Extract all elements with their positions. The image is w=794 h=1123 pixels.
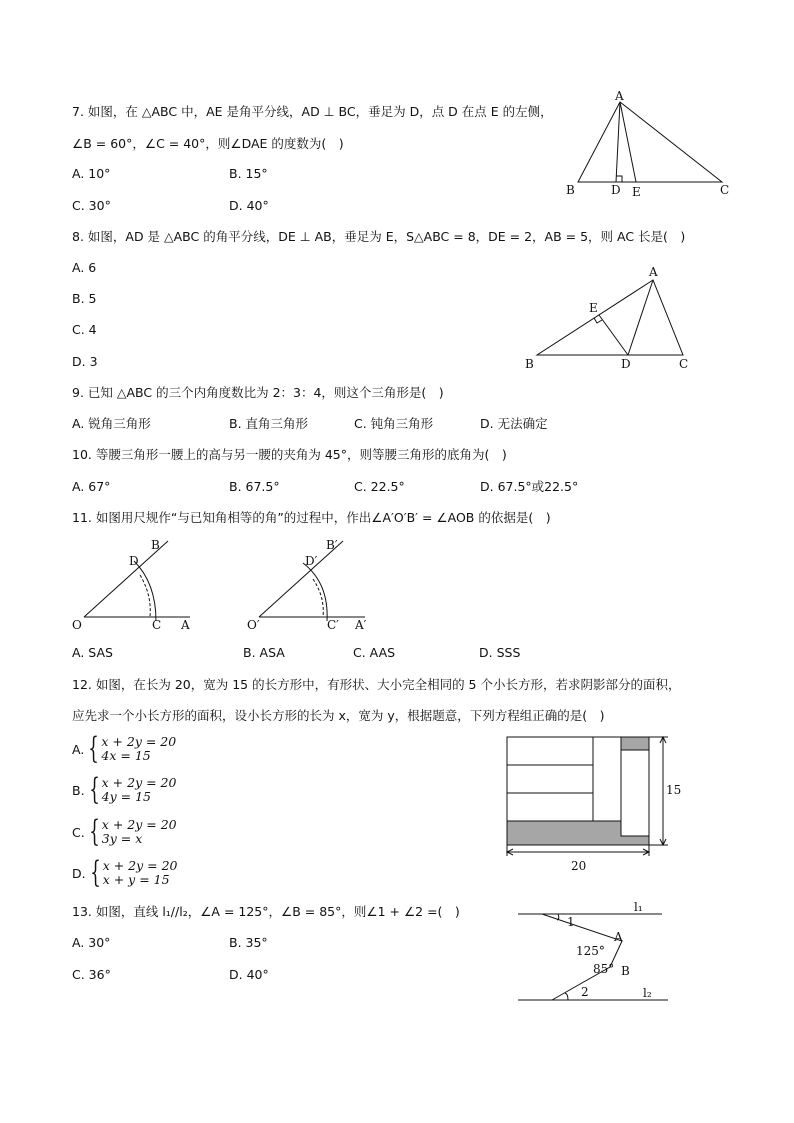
q8-label-c: C <box>679 357 689 371</box>
q8-label-d: D <box>621 357 631 371</box>
q10-stem: 10. 等腰三角形一腰上的高与另一腰的夹角为 45°，则等腰三角形的底角为( ) <box>72 447 507 462</box>
q7-option-d[interactable]: D. 40° <box>229 198 269 213</box>
q11-ray-o-b-prime <box>259 541 343 617</box>
q7-option-a[interactable]: A. 10° <box>72 166 111 181</box>
q7-stem-line2: ∠B = 60°，∠C = 40°，则∠DAE 的度数为( ) <box>72 136 344 151</box>
q13-label-angle1: 1 <box>567 915 575 929</box>
q12-option-a-eq1: x + 2y = 20 <box>101 734 177 749</box>
q13-option-a[interactable]: A. 30° <box>72 935 111 950</box>
q13-label-l1: l₁ <box>634 900 643 914</box>
q11-label-o: O <box>72 618 82 632</box>
q8-option-d[interactable]: D. 3 <box>72 354 98 369</box>
q12-brace-icon: { <box>88 814 100 849</box>
q12-option-c-eq2: 3y = x <box>101 831 143 846</box>
q13-option-c[interactable]: C. 36° <box>72 967 111 982</box>
q13-label-b: B <box>621 964 630 978</box>
q7-triangle-abc <box>578 102 722 182</box>
q11-label-c: C <box>152 618 162 632</box>
q11-angle-aob-figure <box>70 535 200 635</box>
q7-option-c[interactable]: C. 30° <box>72 198 111 213</box>
q12-option-d[interactable] <box>72 855 178 890</box>
q7-altitude-ad <box>616 102 620 182</box>
q13-label-angle2: 2 <box>581 985 589 999</box>
q12-shaded-top-right <box>621 737 649 750</box>
q13-label-angle-b: 85° <box>593 962 615 976</box>
q8-perpendicular-de <box>599 315 628 355</box>
q12-option-c-eq1: x + 2y = 20 <box>101 817 177 832</box>
q11-label-d: D <box>129 554 139 568</box>
q12-height-label: 15 <box>666 783 682 797</box>
q11-arc <box>134 561 156 621</box>
q9-option-c[interactable]: C. 钝角三角形 <box>354 416 434 431</box>
q12-rectangle-figure <box>500 730 700 876</box>
q7-label-c: C <box>720 183 730 197</box>
q12-brace-icon: { <box>89 855 101 890</box>
q7-stem-line1: 7. 如图，在 △ABC 中，AE 是角平分线，AD ⊥ BC，垂足为 D，点 D 在点 E 的左侧， <box>72 104 553 119</box>
q7-label-e: E <box>632 185 641 199</box>
q13-stem: 13. 如图，直线 l₁//l₂，∠A = 125°，∠B = 85°，则∠1 + ∠2 =( ) <box>72 904 460 919</box>
q12-option-b[interactable] <box>72 772 177 807</box>
q12-width-label: 20 <box>571 859 587 873</box>
q13-label-l2: l₂ <box>643 986 652 1000</box>
q13-label-angle-a: 125° <box>576 944 605 958</box>
q12-option-c-label: C. <box>72 824 85 840</box>
q13-option-b[interactable]: B. 35° <box>229 935 268 950</box>
q11-label-a: A <box>181 618 190 632</box>
q12-option-a[interactable] <box>72 731 177 766</box>
q12-stem-line1: 12. 如图，在长为 20，宽为 15 的长方形中，有形状、大小完全相同的 5 个小长方形，若求阴影部分的面积， <box>72 677 681 692</box>
q11-dashed-chord-prime <box>313 579 323 617</box>
q7-label-a: A <box>615 90 624 103</box>
q8-label-e: E <box>589 301 598 315</box>
q12-option-a-label: A. <box>72 741 85 757</box>
q12-brace-icon: { <box>88 731 100 766</box>
q12-option-d-eq1: x + 2y = 20 <box>102 858 178 873</box>
q11-label-o-prime: O′ <box>247 618 260 632</box>
q12-stem-line2: 应先求一个小长方形的面积，设小长方形的长为 x，宽为 y，根据题意，下列方程组正确的是( ) <box>72 708 605 723</box>
q11-option-c[interactable]: C. AAS <box>353 645 396 660</box>
q7-bisector-ae <box>620 102 636 182</box>
q8-triangle-figure <box>520 262 700 374</box>
q12-option-d-eq2: x + y = 15 <box>102 872 170 887</box>
q9-stem: 9. 已知 △ABC 的三个内角度数比为 2：3：4，则这个三角形是( ) <box>72 385 444 400</box>
q12-option-b-label: B. <box>72 782 85 798</box>
q8-option-a[interactable]: A. 6 <box>72 260 97 275</box>
q11-angle-a-o-b-prime-figure <box>245 535 380 635</box>
q11-label-a-prime: A′ <box>355 618 367 632</box>
q8-bisector-ad <box>628 280 653 355</box>
q11-label-c-prime: C′ <box>327 618 339 632</box>
q8-right-angle-mark <box>594 318 602 323</box>
q12-option-a-eq2: 4x = 15 <box>101 748 151 763</box>
q11-stem: 11. 如图用尺规作“与已知角相等的角”的过程中，作出∠A′O′B′ = ∠AOB 的依据是( ) <box>72 510 551 525</box>
q10-option-d[interactable]: D. 67.5°或22.5° <box>480 479 579 494</box>
q7-label-b: B <box>566 183 575 197</box>
q7-option-b[interactable]: B. 15° <box>229 166 268 181</box>
q8-triangle-abc <box>537 280 683 355</box>
q7-label-d: D <box>611 183 621 197</box>
q11-label-b: B <box>151 538 160 552</box>
q12-option-b-eq2: 4y = 15 <box>101 789 151 804</box>
q8-label-b: B <box>525 357 534 371</box>
q10-option-c[interactable]: C. 22.5° <box>354 479 405 494</box>
q13-parallel-lines-figure <box>510 893 680 1009</box>
q13-option-d[interactable]: D. 40° <box>229 967 269 982</box>
q12-option-d-label: D. <box>72 865 86 881</box>
q9-option-a[interactable]: A. 锐角三角形 <box>72 416 151 431</box>
q11-option-a[interactable]: A. SAS <box>72 645 113 660</box>
q11-option-b[interactable]: B. ASA <box>243 645 285 660</box>
q11-label-d-prime: D′ <box>305 554 318 568</box>
q13-label-a: A <box>614 930 623 944</box>
q10-option-a[interactable]: A. 67° <box>72 479 111 494</box>
q8-stem: 8. 如图，AD 是 △ABC 的角平分线，DE ⊥ AB，垂足为 E，S△ABC = 8，DE = 2，AB = 5，则 AC 长是( ) <box>72 229 686 244</box>
q11-label-b-prime: B′ <box>326 538 338 552</box>
q12-option-c[interactable] <box>72 814 177 849</box>
q9-option-d[interactable]: D. 无法确定 <box>480 416 548 431</box>
q7-triangle-figure <box>560 90 740 202</box>
q13-angle2-arc <box>565 993 568 1000</box>
q12-brace-icon: { <box>88 772 100 807</box>
q8-label-a: A <box>649 265 658 279</box>
q10-option-b[interactable]: B. 67.5° <box>229 479 280 494</box>
q8-option-b[interactable]: B. 5 <box>72 291 97 306</box>
q12-option-b-eq1: x + 2y = 20 <box>101 775 177 790</box>
q12-vertical-small-rect <box>621 750 649 836</box>
q9-option-b[interactable]: B. 直角三角形 <box>229 416 309 431</box>
q11-option-d[interactable]: D. SSS <box>479 645 521 660</box>
q7-right-angle-mark <box>616 176 622 182</box>
q8-option-c[interactable]: C. 4 <box>72 322 97 337</box>
q11-dashed-chord <box>140 575 150 617</box>
